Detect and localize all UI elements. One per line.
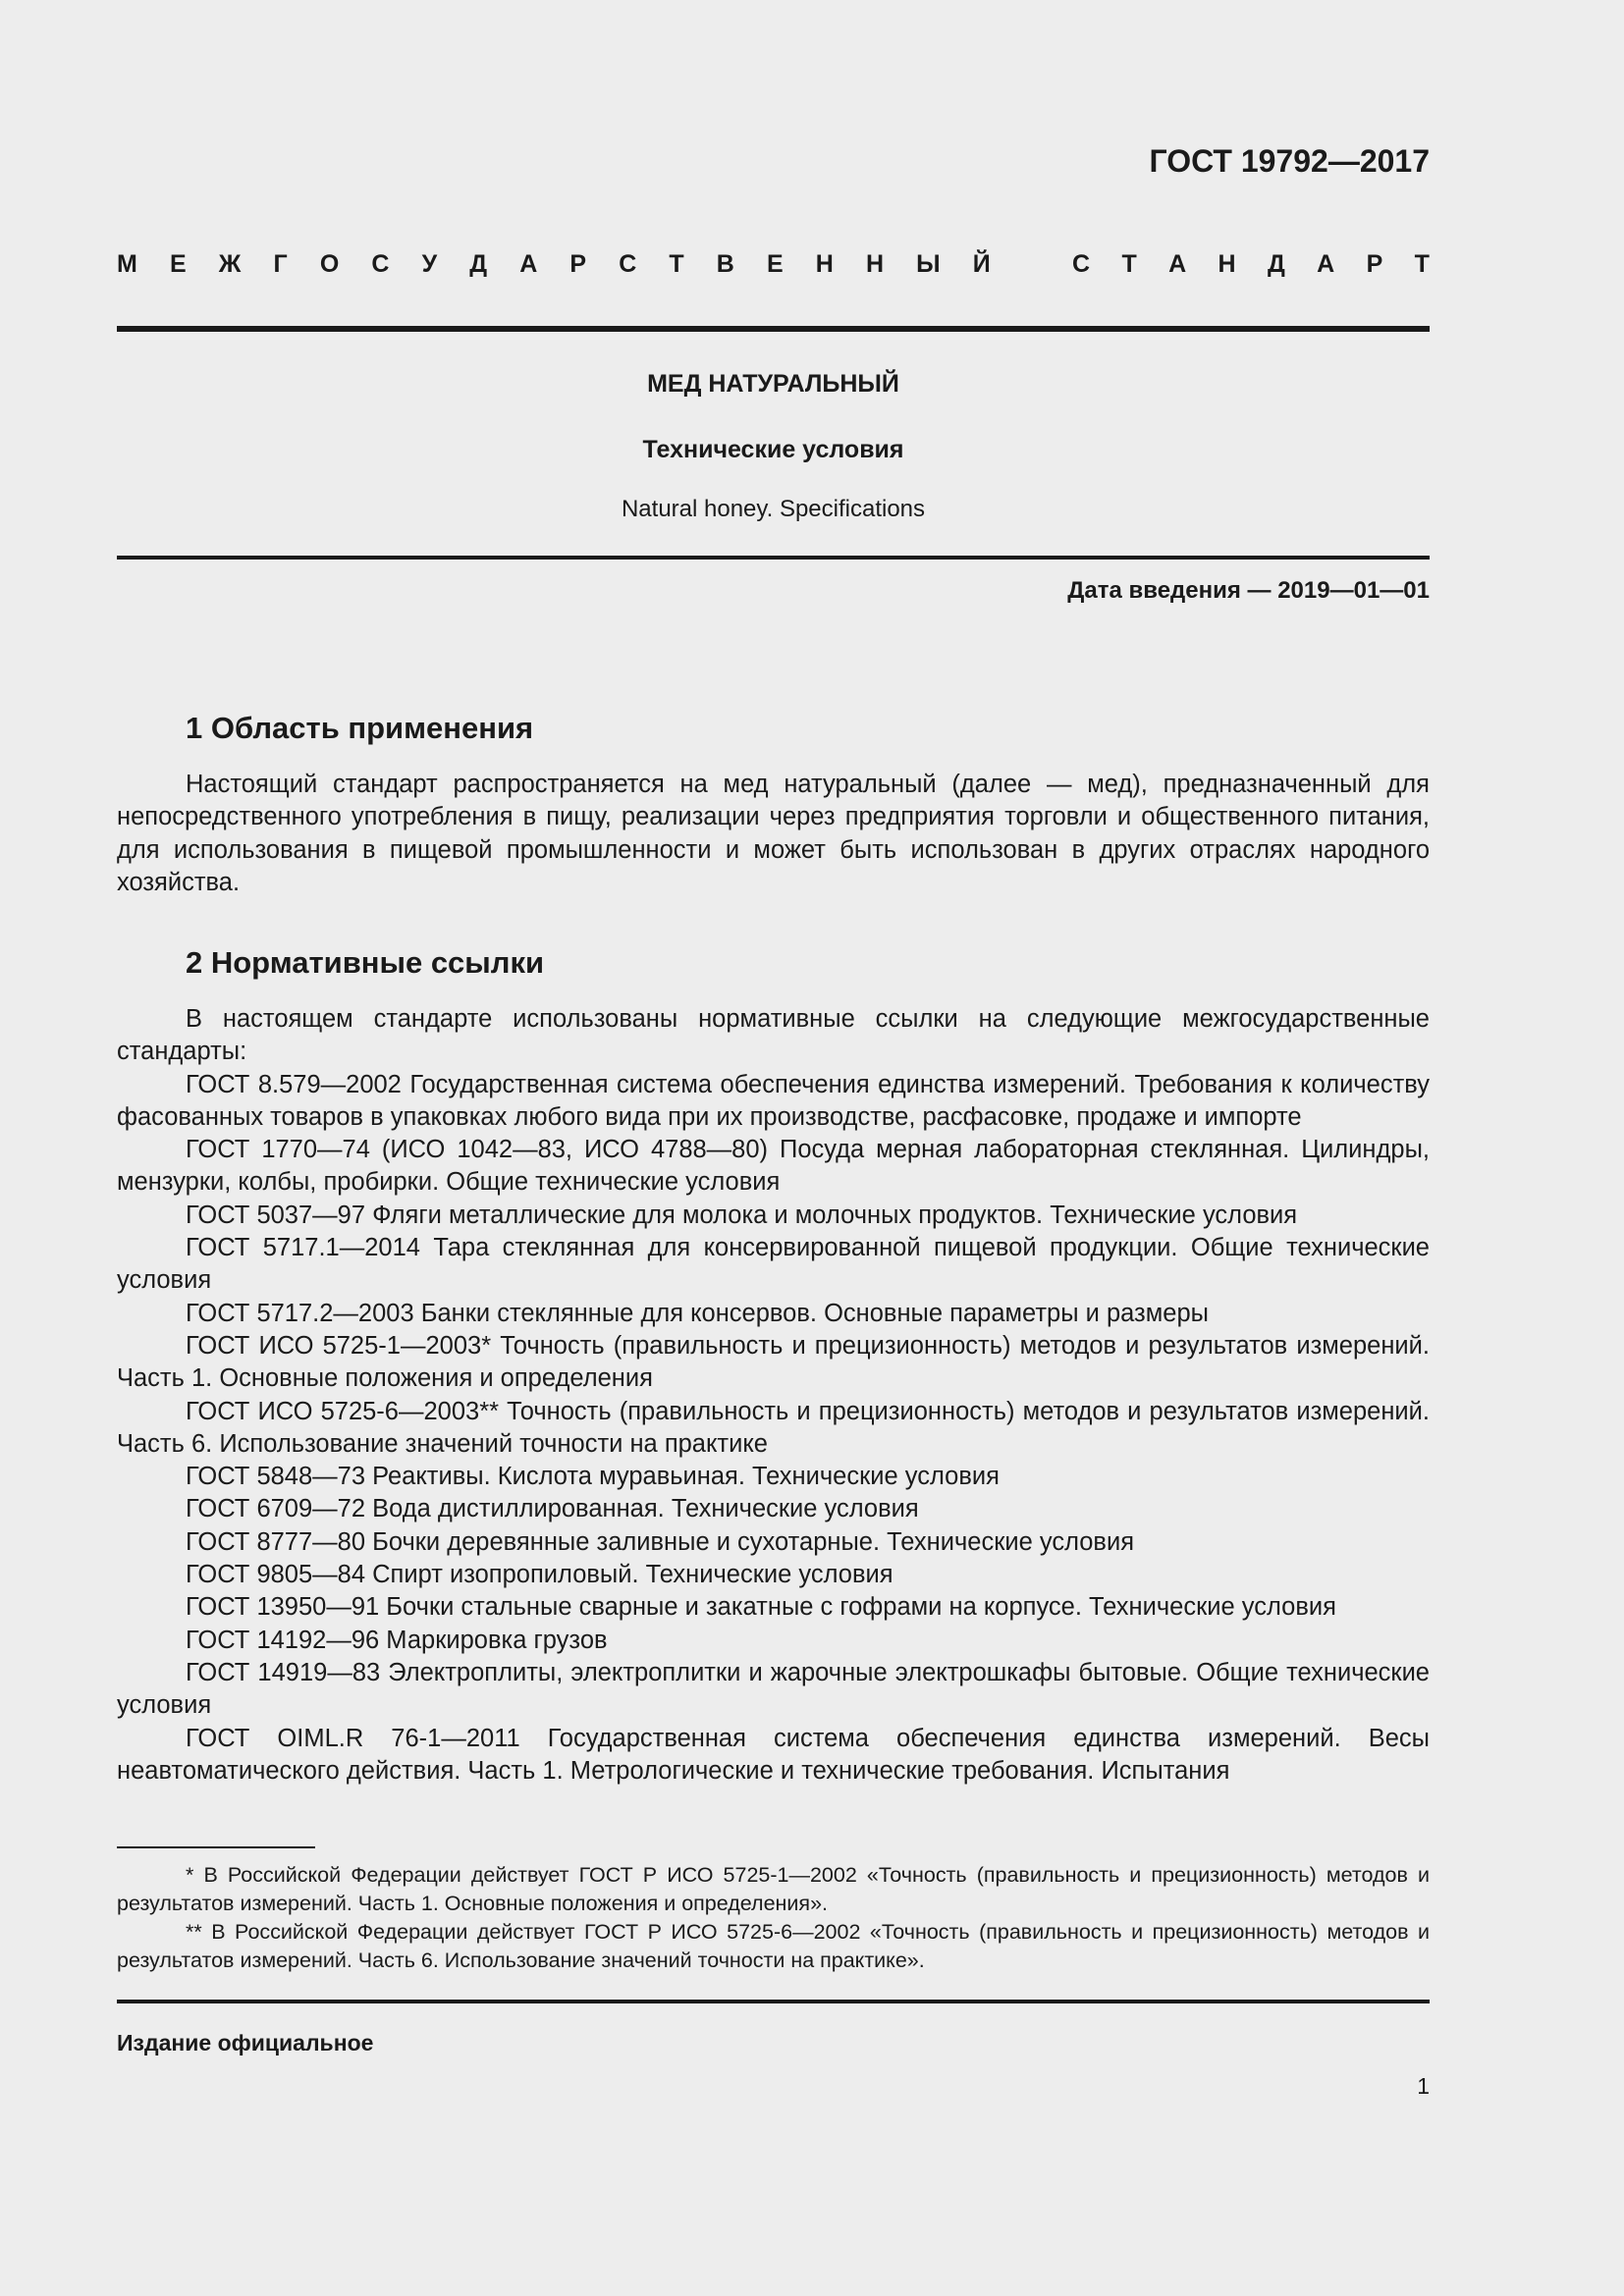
banner-word-interstate: М Е Ж Г О С У Д А Р С Т В Е Н Н Ы Й: [117, 250, 991, 278]
document-title: МЕД НАТУРАЛЬНЫЙ: [647, 370, 899, 398]
banner-word-standard: С Т А Н Д А Р Т: [1072, 250, 1430, 278]
standard-type-banner: [117, 245, 1430, 283]
top-divider: [117, 326, 1430, 332]
edition-label: Издание официальное: [117, 2030, 374, 2056]
introduction-date: Дата введения — 2019—01—01: [1067, 577, 1430, 604]
reference-item: ГОСТ 6709—72 Вода дистиллированная. Технические условия: [186, 1495, 919, 1523]
reference-item: ГОСТ 8777—80 Бочки деревянные заливные и сухотарные. Технические условия: [186, 1527, 1135, 1556]
reference-item: ГОСТ 13950—91 Бочки стальные сварные и закатные с гофрами на корпусе. Технические условия: [186, 1593, 1336, 1622]
reference-item: ГОСТ 5037—97 Фляги металлические для молока и молочных продуктов. Технические условия: [186, 1201, 1298, 1229]
section-heading-normative-references: 2 Нормативные ссылки: [186, 945, 545, 980]
document-code: ГОСТ 19792—2017: [1149, 143, 1430, 179]
reference-item: ГОСТ 1770—74 (ИСО 1042—83, ИСО 4788—80) Посуда мерная лабораторная стеклянная. Цилиндры, мензурки, колбы, пробирки. Общие технические условия: [117, 1136, 1430, 1197]
bottom-divider: [117, 2000, 1430, 2003]
paragraph: Настоящий стандарт распространяется на мед натуральный (далее — мед), предназначенный для непосредственного употребления в пищу, реализации через предприятия торговли и общественного питания, для использования в пищевой промышленности и может быть использован в других отраслях народного хозяйства.: [117, 771, 1430, 896]
footnotes: [117, 1861, 1430, 1975]
footnote: * В Российской Федерации действует ГОСТ Р ИСО 5725-1—2002 «Точность (правильность и прецизионность) методов и результатов измерений. Часть 1. Основные положения и определения».: [117, 1863, 1430, 1915]
reference-item: ГОСТ 5717.1—2014 Тара стеклянная для консервированной пищевой продукции. Общие технические условия: [117, 1234, 1430, 1295]
paragraph: В настоящем стандарте использованы нормативные ссылки на следующие межгосударственные стандарты:: [117, 1005, 1430, 1066]
page-number: 1: [1417, 2073, 1430, 2099]
title-divider: [117, 556, 1430, 560]
reference-item: ГОСТ 8.579—2002 Государственная система обеспечения единства измерений. Требования к количеству фасованных товаров в упаковках любого вида при их производстве, расфасовке, продаже и импорте: [117, 1070, 1430, 1131]
footnote-separator: [117, 1846, 315, 1848]
reference-item: ГОСТ 5848—73 Реактивы. Кислота муравьиная. Технические условия: [186, 1463, 1000, 1491]
section-body-scope: [117, 769, 1430, 899]
reference-item: ГОСТ 5717.2—2003 Банки стеклянные для консервов. Основные параметры и размеры: [186, 1299, 1209, 1327]
reference-item: ГОСТ 9805—84 Спирт изопропиловый. Технические условия: [186, 1561, 893, 1589]
reference-item: ГОСТ 14919—83 Электроплиты, электроплитки и жарочные электрошкафы бытовые. Общие технические условия: [117, 1658, 1430, 1720]
reference-item: ГОСТ ИСО 5725-1—2003* Точность (правильность и прецизионность) методов и результатов измерений. Часть 1. Основные положения и определения: [117, 1331, 1430, 1393]
footnote: ** В Российской Федерации действует ГОСТ Р ИСО 5725-6—2002 «Точность (правильность и прецизионность) методов и результатов измерений. Часть 6. Использование значений точности на практике».: [117, 1920, 1430, 1972]
reference-item: ГОСТ OIML.R 76-1—2011 Государственная система обеспечения единства измерений. Весы неавтоматического действия. Часть 1. Метрологические и технические требования. Испытания: [117, 1724, 1430, 1785]
reference-item: ГОСТ 14192—96 Маркировка грузов: [186, 1626, 608, 1654]
document-subtitle: Технические условия: [642, 436, 904, 463]
section-body-normative-references: [117, 1003, 1430, 1788]
reference-item: ГОСТ ИСО 5725-6—2003** Точность (правильность и прецизионность) методов и результатов измерений. Часть 6. Использование значений точности на практике: [117, 1397, 1430, 1458]
english-title: Natural honey. Specifications: [621, 496, 926, 522]
section-heading-scope: 1 Область применения: [186, 711, 534, 745]
